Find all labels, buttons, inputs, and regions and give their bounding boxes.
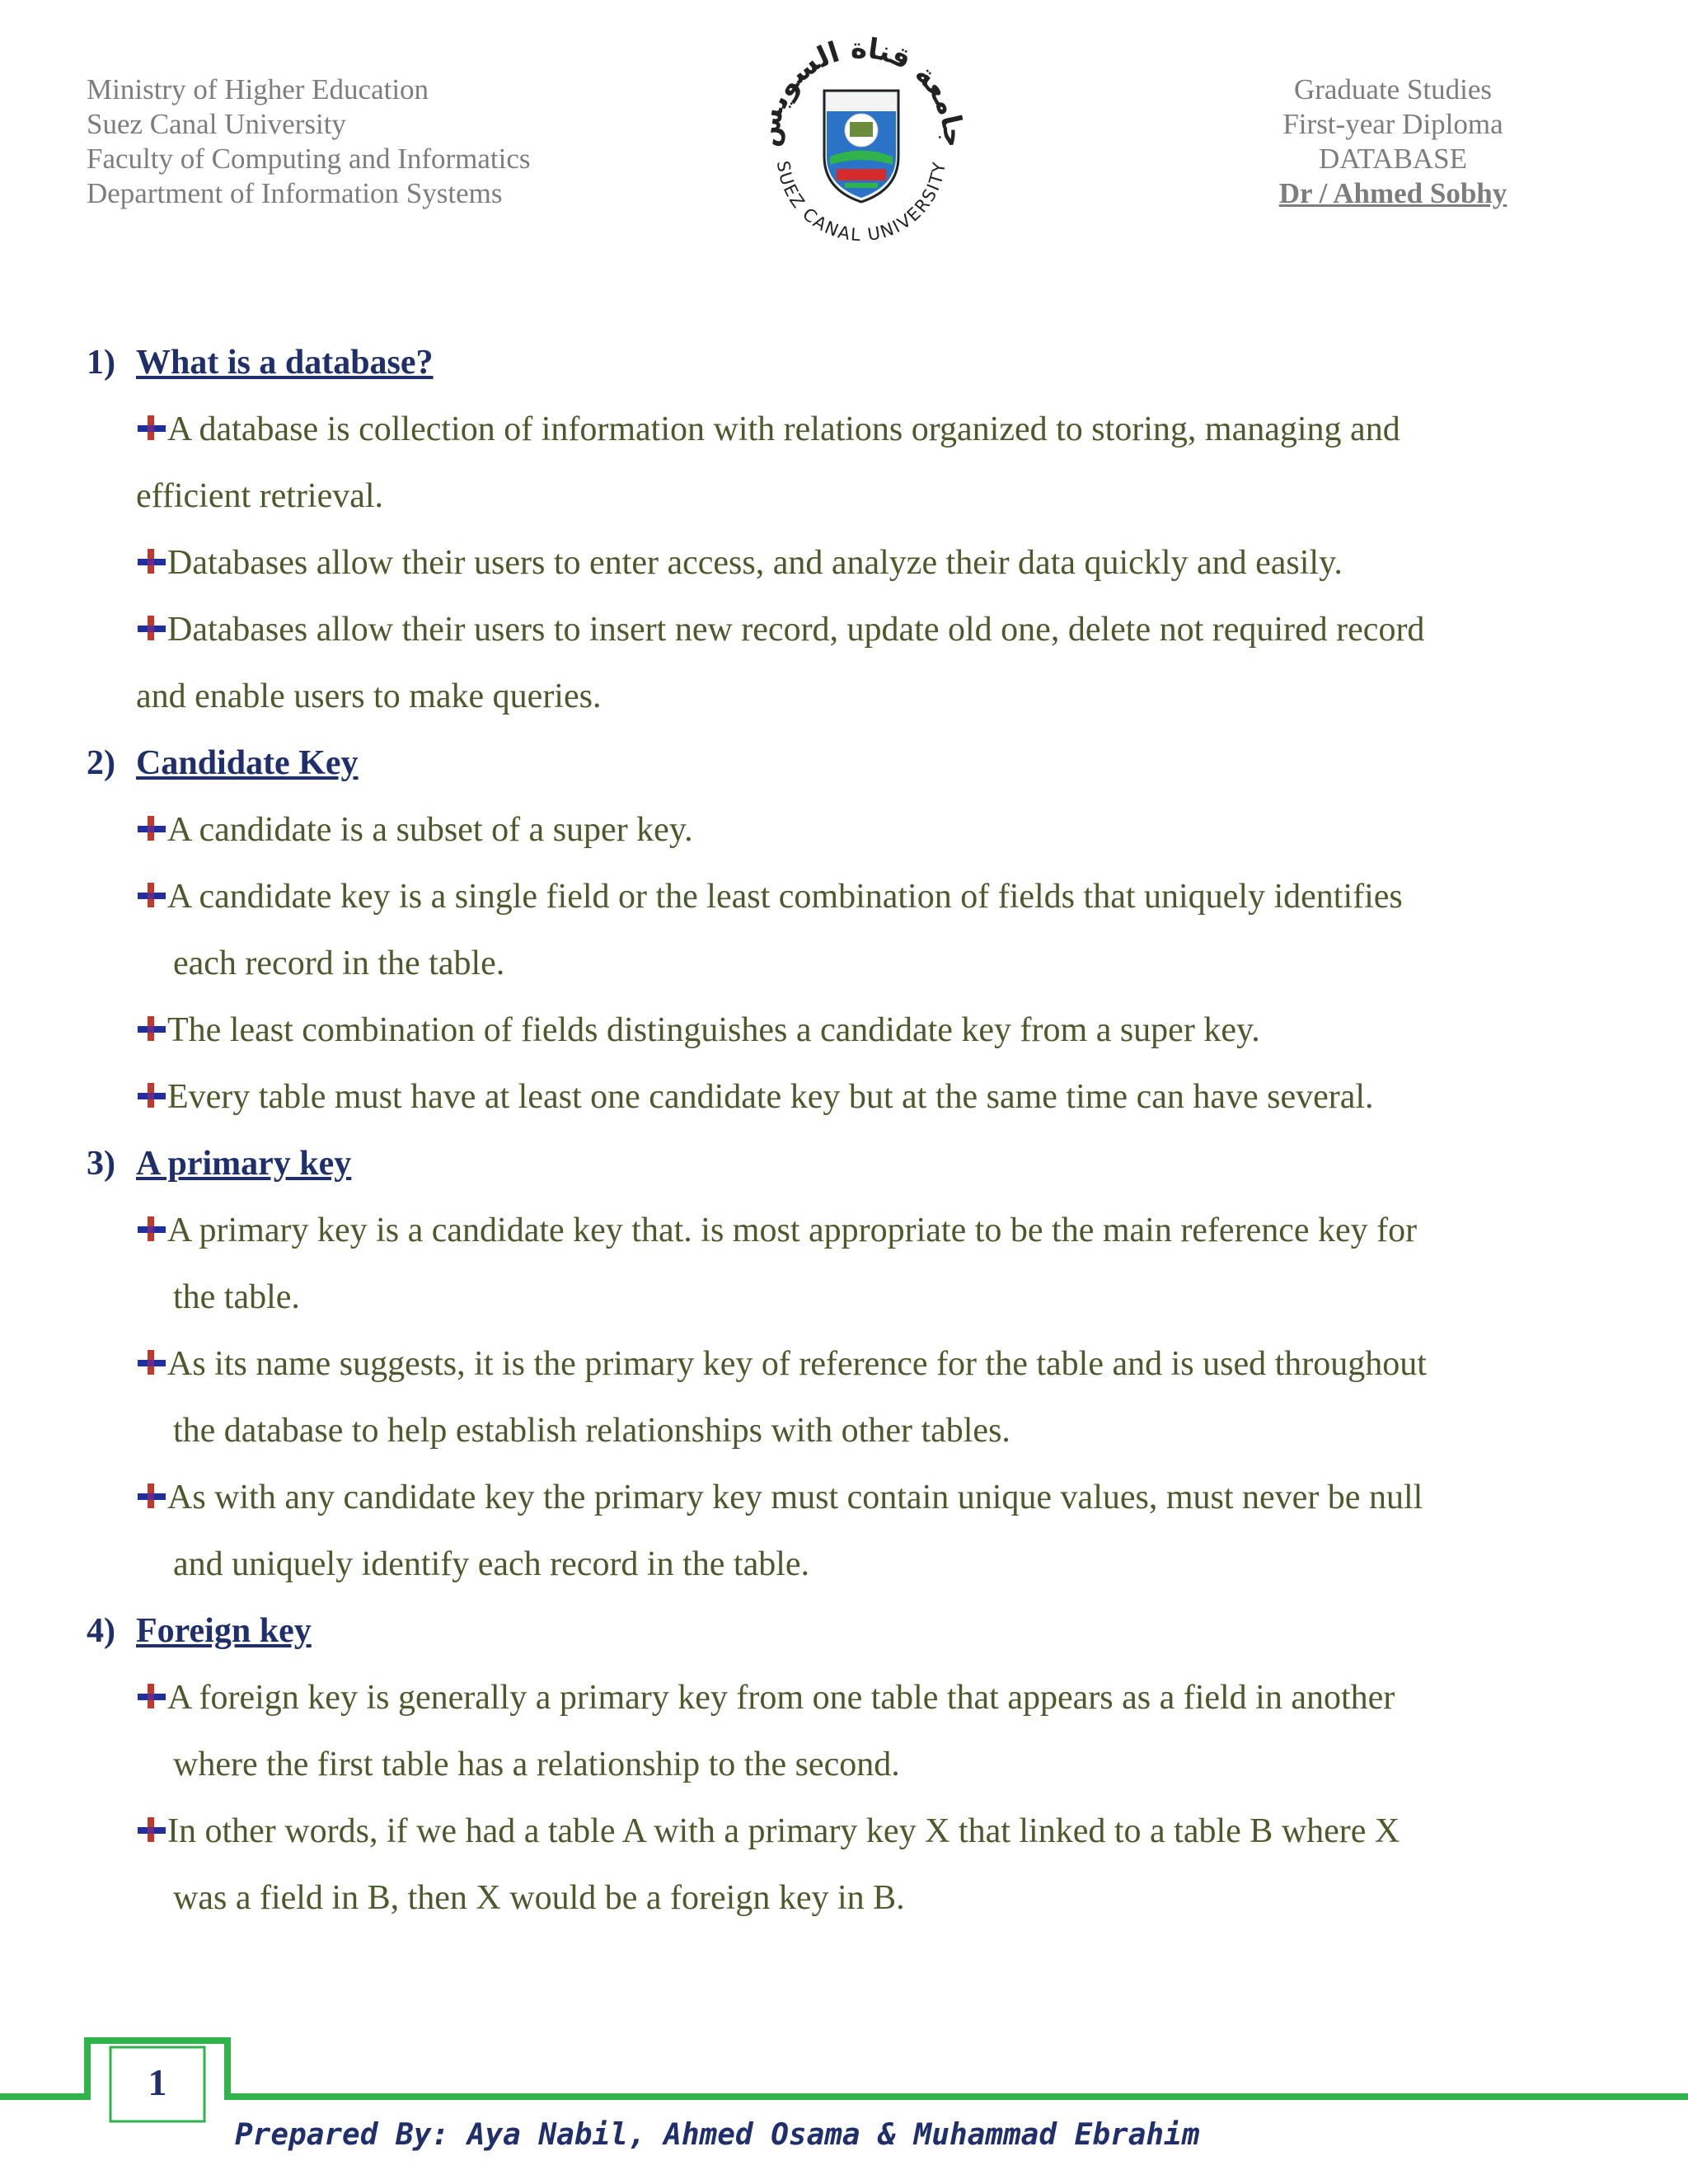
section-title: A primary key [136,1145,352,1183]
bullet-item [136,1197,1417,1264]
bullet-text: each record in the table. [173,944,505,982]
bullet-text: the database to help establish relationships with other tables. [173,1412,1010,1450]
header-graduate-studies: Graduate Studies [1293,73,1493,105]
bullet-continuation [136,463,383,530]
bullet-text: In other words, if we had a table A with a primary key X that linked to a table B where X [167,1812,1400,1850]
header-diploma: First-year Diploma [1282,108,1503,140]
university-logo [754,33,968,264]
section-heading [87,730,359,797]
section-number: 2) [87,744,115,782]
bullet-text: efficient retrieval. [136,477,384,515]
section-heading [87,330,434,396]
plus-arrow-bullet-icon [136,614,167,642]
bullet-continuation [173,1865,905,1932]
bullet-item [136,1465,1423,1531]
bullet-item [136,797,693,864]
section-heading [87,1598,312,1665]
bullet-text: As its name suggests, it is the primary key of reference for the table and is used throughout [167,1345,1427,1383]
header-university: Suez Canal University [87,108,346,140]
bullet-text: the table. [173,1278,300,1316]
bullet-text: A candidate key is a single field or the least combination of fields that uniquely identifies [167,878,1403,916]
prepared-by: Prepared By: Aya Nabil, Ahmed Osama & Muhammad Ebrahim [235,2118,1200,2152]
header-course: DATABASE [1319,143,1467,175]
logo-arabic-text: جامعة قناة السويس [754,33,968,149]
page-number: 1 [148,2061,167,2103]
section-number: 3) [87,1145,115,1183]
bullet-text: A primary key is a candidate key that. is most appropriate to be the main reference key for [167,1212,1418,1249]
header-author: Dr / Ahmed Sobhy [1278,177,1507,209]
header-ministry: Ministry of Higher Education [87,73,429,105]
section-title: Foreign key [136,1612,312,1650]
bullet-continuation [173,1264,300,1331]
header-department: Department of Information Systems [87,177,503,209]
bullet-text: A foreign key is generally a primary key from one table that appears as a field in another [167,1679,1395,1717]
bullet-text: and enable users to make queries. [136,677,602,715]
bullet-continuation [173,1732,900,1798]
bullet-item [136,597,1424,663]
bullet-text: The least combination of fields distinguishes a candidate key from a super key. [167,1011,1260,1049]
bullet-continuation [173,1398,1010,1465]
bullet-text: Databases allow their users to insert new record, update old one, delete not required record [167,611,1425,649]
section-title: What is a database? [136,344,434,382]
header-right-block [1220,73,1566,211]
footer-bar [0,2036,1688,2126]
plus-arrow-bullet-icon [136,1348,167,1376]
bullet-text: where the first table has a relationship to the second. [173,1746,900,1783]
bullet-continuation [173,1531,809,1598]
bullet-item [136,1665,1395,1732]
bullet-item [136,530,1343,597]
bullet-item [136,1798,1400,1865]
bullet-text: A candidate is a subset of a super key. [167,811,693,849]
section-number: 4) [87,1612,115,1650]
plus-arrow-bullet-icon [136,1482,167,1510]
bullet-text: was a field in B, then X would be a foreign key in B. [173,1879,905,1917]
plus-arrow-bullet-icon [136,547,167,575]
bullet-text: and uniquely identify each record in the table. [173,1545,810,1583]
plus-arrow-bullet-icon [136,1015,167,1043]
bullet-item [136,396,1400,463]
bullet-text: As with any candidate key the primary key must contain unique values, must never be null [167,1479,1423,1516]
bullet-continuation [173,930,504,997]
bullet-text: A database is collection of information with relations organized to storing, managing and [167,410,1400,448]
bullet-item [136,1064,1374,1131]
bullet-item [136,864,1403,930]
bullet-continuation [136,663,601,730]
header-faculty: Faculty of Computing and Informatics [87,143,531,175]
logo-english-text: SUEZ CANAL UNIVERSITY [772,159,950,246]
section-number: 1) [87,344,115,382]
plus-arrow-bullet-icon [136,814,167,842]
plus-arrow-bullet-icon [136,1081,167,1109]
plus-arrow-bullet-icon [136,1682,167,1710]
section-heading [87,1131,351,1197]
plus-arrow-bullet-icon [136,881,167,909]
bullet-text: Databases allow their users to enter access, and analyze their data quickly and easily. [167,544,1343,582]
plus-arrow-bullet-icon [136,1215,167,1243]
plus-arrow-bullet-icon [136,414,167,442]
header-left-block [87,73,531,211]
bullet-item [136,997,1260,1064]
section-title: Candidate Key [136,744,359,782]
bullet-item [136,1331,1427,1398]
bullet-text: Every table must have at least one candidate key but at the same time can have several. [167,1078,1374,1116]
plus-arrow-bullet-icon [136,1816,167,1844]
